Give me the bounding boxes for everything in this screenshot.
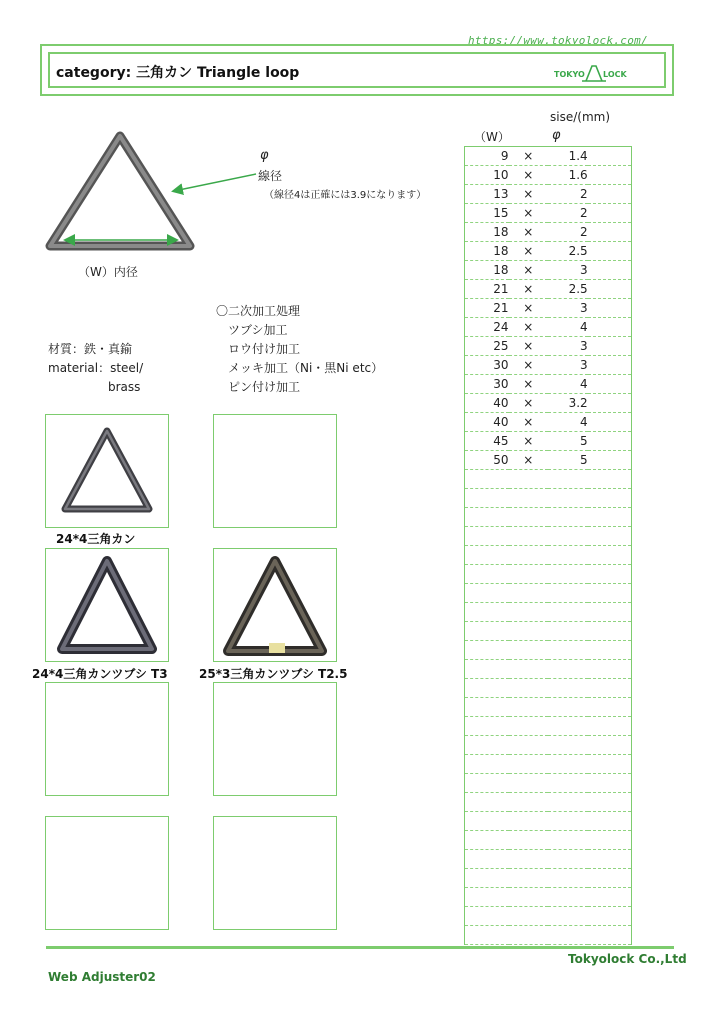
column-header-diameter: φ [552,128,561,143]
cell-times: × [509,337,549,356]
photo-caption: 25*3三角カンツブシ T2.5 [199,667,348,681]
logo-text-right: LOCK [603,70,627,79]
cell-padding [588,432,632,451]
table-row [465,166,632,185]
table-row [465,147,632,166]
cell-padding [588,337,632,356]
cell-times: × [509,451,549,470]
cell-empty [465,717,632,736]
cell-width: 30 [465,375,509,394]
cell-empty [465,926,632,945]
table-row-empty [465,888,632,907]
table-row [465,280,632,299]
table-row [465,242,632,261]
cell-width: 18 [465,242,509,261]
cell-width: 9 [465,147,509,166]
cell-padding [588,318,632,337]
table-row-empty [465,774,632,793]
processing-list [216,302,383,397]
table-row-empty [465,831,632,850]
table-row-empty [465,679,632,698]
photo-slot-empty[interactable] [213,816,337,930]
cell-diameter: 4 [548,318,588,337]
cell-times: × [509,432,549,451]
table-row [465,261,632,280]
cell-diameter: 3 [548,299,588,318]
table-row-empty [465,508,632,527]
cell-times: × [509,204,549,223]
wire-diameter-label: 線径 [258,169,283,183]
cell-empty [465,698,632,717]
cell-diameter: 5 [548,432,588,451]
table-row-empty [465,603,632,622]
triangle-loop-flattened-image [46,549,168,661]
table-row-empty [465,755,632,774]
table-row-empty [465,717,632,736]
triangle-diagram [40,128,200,264]
table-row-empty [465,869,632,888]
table-row [465,432,632,451]
cell-empty [465,869,632,888]
cell-diameter: 4 [548,413,588,432]
cell-times: × [509,261,549,280]
cell-empty [465,603,632,622]
cell-width: 25 [465,337,509,356]
product-code: Web Adjuster02 [48,970,156,984]
cell-times: × [509,166,549,185]
table-row-empty [465,565,632,584]
table-row-empty [465,736,632,755]
cell-empty [465,622,632,641]
cell-empty [465,489,632,508]
inner-diameter-label: （W）内径 [78,265,138,279]
cell-padding [588,223,632,242]
footer-divider [46,946,674,949]
table-row-empty [465,907,632,926]
table-row [465,318,632,337]
processing-line: ロウ付け加工 [216,342,301,356]
cell-diameter: 5 [548,451,588,470]
table-row-empty [465,489,632,508]
cell-empty [465,793,632,812]
cell-diameter: 1.6 [548,166,588,185]
cell-empty [465,831,632,850]
processing-line: 〇二次加工処理 [216,304,301,318]
cell-padding [588,147,632,166]
processing-line: ツブシ加工 [216,323,288,337]
cell-empty [465,508,632,527]
table-row-empty [465,926,632,945]
cell-empty [465,679,632,698]
cell-width: 18 [465,261,509,280]
column-header-width: （W） [474,130,510,144]
table-row [465,185,632,204]
cell-padding [588,375,632,394]
cell-width: 45 [465,432,509,451]
table-row-empty [465,641,632,660]
table-row [465,375,632,394]
triangle-loop-brazed-image [214,549,336,661]
photo-triangle-loop-flattened[interactable] [45,548,169,662]
processing-line: ピン付け加工 [216,380,301,394]
cell-empty [465,888,632,907]
cell-width: 30 [465,356,509,375]
cell-width: 21 [465,280,509,299]
cell-times: × [509,413,549,432]
table-row-empty [465,793,632,812]
cell-times: × [509,299,549,318]
cell-empty [465,546,632,565]
cell-width: 50 [465,451,509,470]
page-title: category: 三角カン Triangle loop [56,65,300,81]
table-row-empty [465,527,632,546]
wire-arrow [166,170,262,196]
cell-times: × [509,242,549,261]
cell-empty [465,565,632,584]
cell-diameter: 4 [548,375,588,394]
table-row-empty [465,812,632,831]
table-row-empty [465,660,632,679]
table-row [465,337,632,356]
cell-times: × [509,147,549,166]
processing-line: メッキ加工（Ni・黒Ni etc） [216,361,384,375]
cell-diameter: 3.2 [548,394,588,413]
table-row-empty [465,470,632,489]
table-row-empty [465,850,632,869]
logo-text-left: TOKYO [554,70,585,79]
cell-width: 13 [465,185,509,204]
wire-diameter-note: （線径4は正確には3.9になります） [264,190,427,201]
cell-diameter: 2.5 [548,242,588,261]
table-row-empty [465,584,632,603]
cell-padding [588,166,632,185]
cell-diameter: 2 [548,223,588,242]
cell-padding [588,299,632,318]
table-row [465,356,632,375]
cell-diameter: 1.4 [548,147,588,166]
cell-width: 15 [465,204,509,223]
cell-diameter: 3 [548,356,588,375]
cell-width: 10 [465,166,509,185]
table-row-empty [465,698,632,717]
cell-padding [588,280,632,299]
photo-triangle-loop[interactable] [45,414,169,528]
cell-diameter: 3 [548,337,588,356]
cell-width: 18 [465,223,509,242]
photo-triangle-loop-flattened-brazed[interactable] [213,548,337,662]
cell-empty [465,812,632,831]
cell-empty [465,907,632,926]
material-line: 材質：鉄・真鍮 [48,342,133,356]
cell-padding [588,242,632,261]
cell-diameter: 2 [548,204,588,223]
table-row-empty [465,622,632,641]
cell-padding [588,204,632,223]
material-line: material：steel/ [48,361,144,375]
tokyolock-logo [552,62,636,88]
table-row-empty [465,546,632,565]
cell-width: 24 [465,318,509,337]
table-row [465,299,632,318]
triangle-loop-image [46,415,168,527]
cell-empty [465,736,632,755]
cell-times: × [509,356,549,375]
photo-slot-empty[interactable] [213,414,337,528]
phi-symbol: φ [260,148,269,163]
photo-caption: 24*4三角カン [56,532,136,546]
table-row [465,223,632,242]
table-row [465,413,632,432]
photo-caption: 24*4三角カンツブシ T3 [32,667,168,681]
cell-padding [588,451,632,470]
cell-empty [465,850,632,869]
size-unit-label: sise/(mm) [550,110,611,124]
cell-width: 40 [465,413,509,432]
cell-empty [465,470,632,489]
cell-empty [465,527,632,546]
cell-empty [465,755,632,774]
cell-padding [588,185,632,204]
photo-slot-empty[interactable] [45,682,169,796]
cell-times: × [509,185,549,204]
table-row [465,451,632,470]
size-table [464,146,632,945]
cell-diameter: 3 [548,261,588,280]
table-row [465,394,632,413]
material-line: brass [48,380,141,394]
cell-width: 40 [465,394,509,413]
company-name: Tokyolock Co.,Ltd [568,952,687,966]
site-url[interactable]: https://www.tokyolock.com/ [468,34,648,47]
cell-times: × [509,375,549,394]
cell-empty [465,774,632,793]
cell-padding [588,394,632,413]
cell-times: × [509,280,549,299]
cell-padding [588,356,632,375]
cell-times: × [509,318,549,337]
table-row [465,204,632,223]
cell-padding [588,413,632,432]
material-info [48,340,143,397]
cell-width: 21 [465,299,509,318]
cell-diameter: 2 [548,185,588,204]
cell-times: × [509,394,549,413]
cell-diameter: 2.5 [548,280,588,299]
photo-slot-empty[interactable] [213,682,337,796]
cell-empty [465,660,632,679]
cell-empty [465,641,632,660]
cell-padding [588,261,632,280]
cell-times: × [509,223,549,242]
photo-slot-empty[interactable] [45,816,169,930]
cell-empty [465,584,632,603]
